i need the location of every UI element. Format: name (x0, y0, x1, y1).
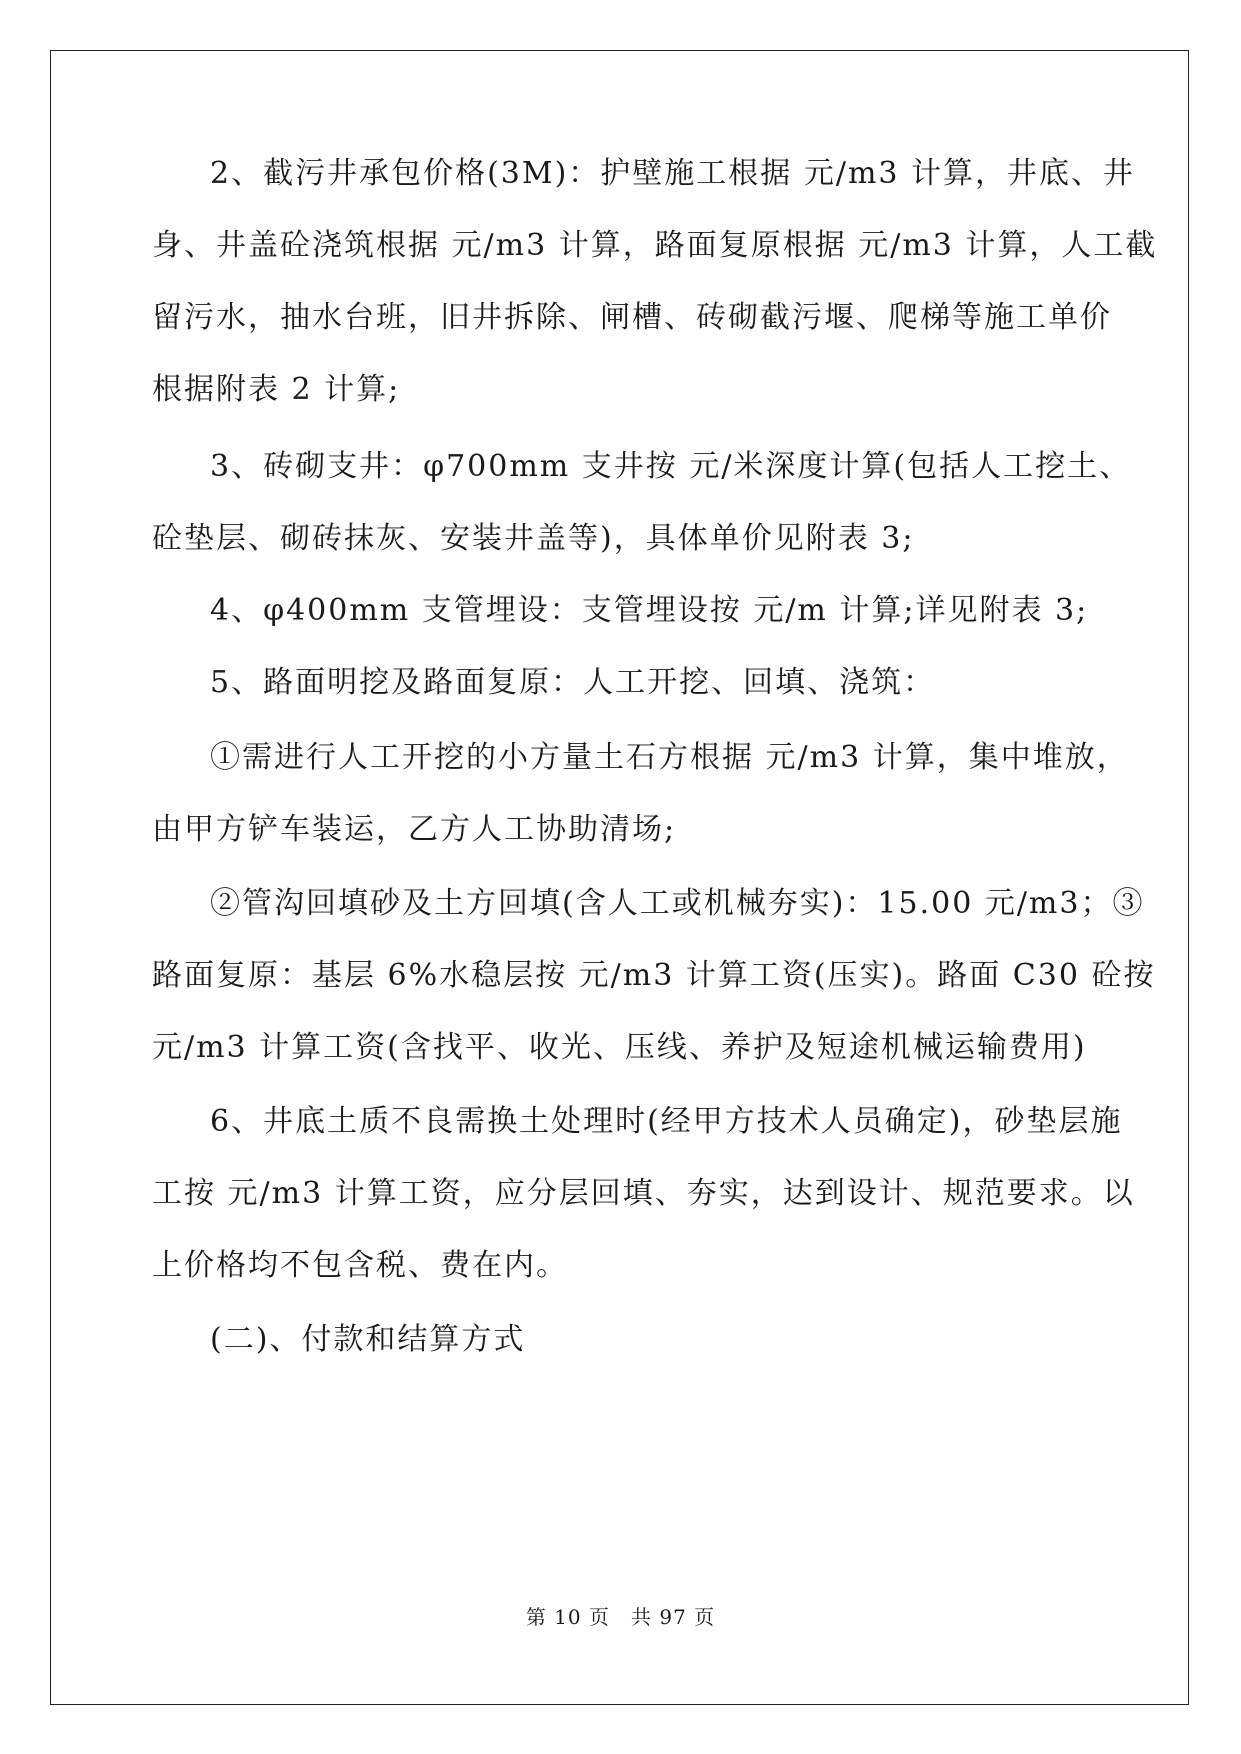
text-line: 4、φ400mm 支管埋设：支管埋设按 元/m 计算;详见附表 3; (210, 593, 1089, 628)
page-border (50, 50, 1189, 1705)
text-line: 5、路面明挖及路面复原：人工开挖、回填、浇筑： (210, 665, 936, 700)
text-line: ①需进行人工开挖的小方量土石方根据 元/m3 计算，集中堆放， (210, 740, 1129, 775)
text-line: 留污水，抽水台班，旧井拆除、闸槽、砖砌截污堰、爬梯等施工单价 (152, 300, 1112, 335)
text-line: 上价格均不包含税、费在内。 (152, 1248, 568, 1283)
text-line: 路面复原：基层 6%水稳层按 元/m3 计算工资(压实)。路面 C30 砼按 (152, 958, 1156, 993)
text-line: 由甲方铲车装运，乙方人工协助清场; (152, 812, 677, 847)
text-line: 根据附表 2 计算; (152, 372, 401, 407)
text-line: ②管沟回填砂及土方回填(含人工或机械夯实)：15.00 元/m3；③ (210, 886, 1145, 921)
text-line: 2、截污井承包价格(3M)：护壁施工根据 元/m3 计算，井底、井 (210, 156, 1136, 191)
text-line: 6、井底土质不良需换土处理时(经甲方技术人员确定)，砂垫层施 (210, 1104, 1123, 1139)
text-line: 砼垫层、砌砖抹灰、安装井盖等)，具体单价见附表 3; (152, 521, 915, 556)
text-line: 身、井盖砼浇筑根据 元/m3 计算，路面复原根据 元/m3 计算，人工截 (152, 228, 1158, 263)
page-number: 第 10 页 共 97 页 (525, 1605, 716, 1629)
section-heading: (二)、付款和结算方式 (210, 1322, 526, 1357)
text-line: 工按 元/m3 计算工资，应分层回填、夯实，达到设计、规范要求。以 (152, 1176, 1135, 1211)
text-line: 3、砖砌支井：φ700mm 支井按 元/米深度计算(包括人工挖土、 (210, 449, 1132, 484)
text-line: 元/m3 计算工资(含找平、收光、压线、养护及短途机械运输费用) (152, 1030, 1087, 1065)
